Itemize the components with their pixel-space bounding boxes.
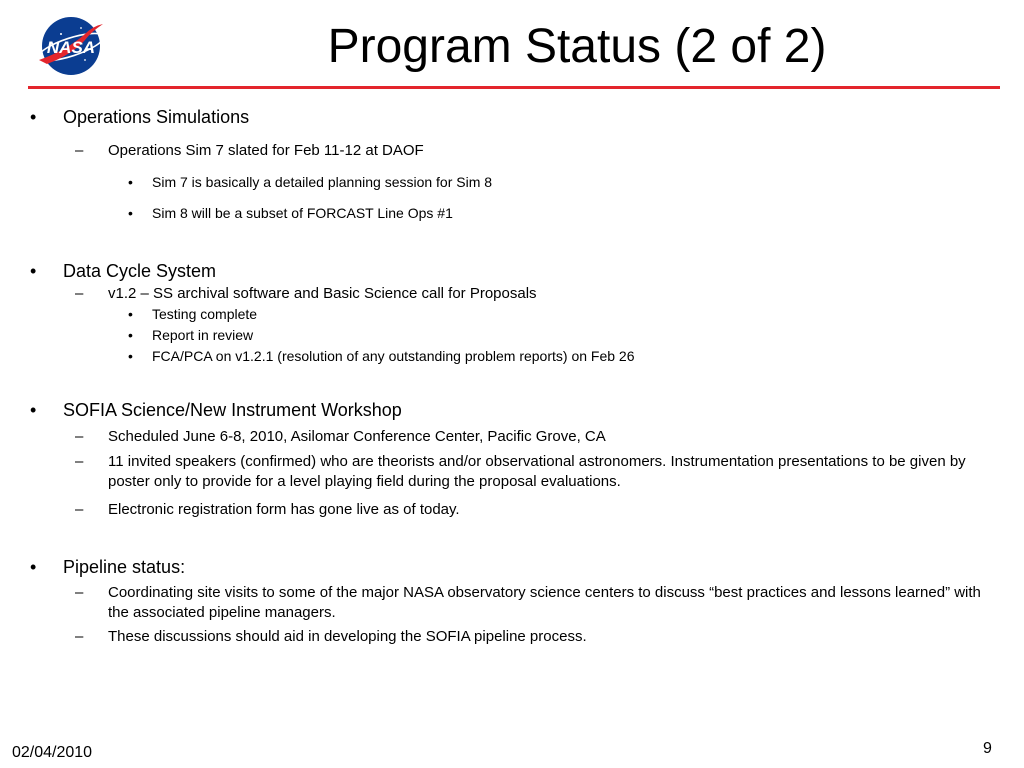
dash-marker: – xyxy=(75,453,84,470)
svg-text:NASA: NASA xyxy=(46,38,96,57)
dash-marker: – xyxy=(75,428,84,445)
dash-marker: – xyxy=(75,285,84,302)
slide-title: Program Status (2 of 2) xyxy=(327,20,827,73)
bullet-marker: • xyxy=(30,557,37,577)
subitem-text: Coordinating site visits to some of the major NASA observatory science centers to discuss “best practices and lessons learned” with the associated pipeline managers. xyxy=(108,584,981,621)
subitem-text: v1.2 – SS archival software and Basic Science call for Proposals xyxy=(108,285,537,302)
subsubitem-text: Report in review xyxy=(152,327,254,343)
subitem-text: These discussions should aid in developing the SOFIA pipeline process. xyxy=(108,628,587,645)
bullet-text: Operations Simulations xyxy=(63,107,250,127)
bullet-marker: • xyxy=(128,327,133,343)
subitem-text: Scheduled June 6-8, 2010, Asilomar Conference Center, Pacific Grove, CA xyxy=(108,428,606,445)
subsubitem-text: Testing complete xyxy=(152,306,258,322)
bullet-marker: • xyxy=(128,306,133,322)
bullet-marker: • xyxy=(128,348,133,364)
bullet-marker: • xyxy=(30,261,37,281)
bullet-marker: • xyxy=(128,174,133,190)
subitem-text: Operations Sim 7 slated for Feb 11-12 at DAOF xyxy=(108,142,424,159)
bullet-marker: • xyxy=(128,205,133,221)
bullet-text: SOFIA Science/New Instrument Workshop xyxy=(63,400,402,420)
subsubitem-text: FCA/PCA on v1.2.1 (resolution of any outstanding problem reports) on Feb 26 xyxy=(152,348,635,364)
bullet-text: Pipeline status: xyxy=(63,557,186,577)
bullet-marker: • xyxy=(30,107,37,127)
footer-date: 02/04/2010 xyxy=(12,744,93,761)
dash-marker: – xyxy=(75,501,84,518)
subitem-text: 11 invited speakers (confirmed) who are theorists and/or observational astronomers. Instrumentation presentations to be given by poster only to provide for a level playing field during the proposal evaluations. xyxy=(108,453,966,490)
page-number: 9 xyxy=(983,740,992,757)
subitem-text: Electronic registration form has gone live as of today. xyxy=(108,501,460,518)
bullet-marker: • xyxy=(30,400,37,420)
subsubitem-text: Sim 8 will be a subset of FORCAST Line Ops #1 xyxy=(152,205,453,221)
dash-marker: – xyxy=(75,584,84,601)
dash-marker: – xyxy=(75,142,84,159)
bullet-text: Data Cycle System xyxy=(63,261,217,281)
subsubitem-text: Sim 7 is basically a detailed planning session for Sim 8 xyxy=(152,174,493,190)
dash-marker: – xyxy=(75,628,84,645)
